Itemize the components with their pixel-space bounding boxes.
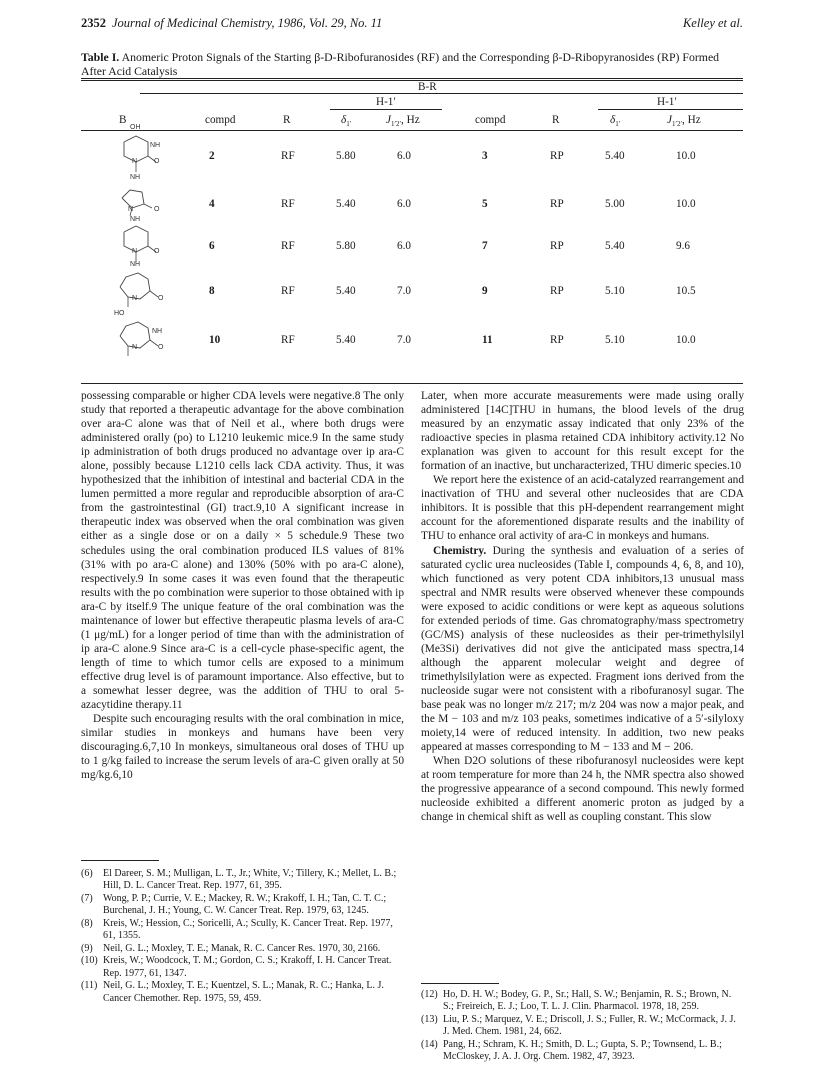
structure-o-label: O: [154, 158, 160, 165]
right-paragraph-2: We report here the existence of an acid-catalyzed rearrangement and inactivation of THU and several other nucleosides that are CDA inhibitors. It is possible that this pH-dependent rearrangement might account for the aforementioned disparate results and the inability of THU to enhance oral activity of ara-C in monkeys and humans.: [421, 474, 744, 543]
reference-text: Pang, H.; Schram, K. H.; Smith, D. L.; Gupta, S. P.; Townsend, L. B.; McCloskey, J. A. J. Org. Chem. 1982, 47, 3923.: [443, 1038, 722, 1063]
structure-label: OH: [130, 124, 141, 131]
structure-nh-label: NH: [150, 142, 161, 149]
reference-item: [81, 955, 404, 979]
reference-number: (8): [81, 917, 93, 929]
left-text-column: [81, 389, 404, 782]
structure-o-label: O: [154, 248, 160, 255]
h1-rule-left: [330, 109, 442, 110]
table-cell-compd2: 9: [482, 285, 488, 297]
reference-number: (13): [421, 1013, 438, 1025]
j-symbol-2: J: [667, 114, 672, 126]
table-cell-d2: 5.00: [605, 198, 625, 210]
delta-symbol: δ: [341, 114, 347, 126]
j-symbol: J: [386, 114, 391, 126]
table-cell-r1: RF: [281, 285, 295, 297]
table-cell-j2: 9.6: [676, 240, 690, 252]
page-number: 2352: [81, 16, 106, 30]
structure-o-label: O: [158, 295, 164, 302]
table-cell-compd2: 7: [482, 240, 488, 252]
structure-label: HO: [114, 310, 125, 317]
j-subscript: 1′2′: [390, 120, 402, 129]
structure-svg: [108, 314, 172, 364]
structure-o-label: O: [158, 344, 164, 351]
h1-header-left: H-1′: [376, 96, 396, 108]
reference-item: [421, 1039, 744, 1063]
table-cell-j1: 6.0: [397, 240, 411, 252]
col-header-r: R: [283, 114, 291, 126]
references-right: [421, 989, 744, 1064]
header-left: [81, 16, 382, 31]
reference-item: [421, 989, 744, 1013]
reference-item: [81, 918, 404, 942]
reference-number: (9): [81, 942, 93, 954]
table-cell-d1: 5.40: [336, 285, 356, 297]
table-label: Table I.: [81, 50, 120, 64]
structure-label: NH: [130, 261, 141, 268]
header-authors: Kelley et al.: [682, 16, 743, 30]
chemistry-text: During the synthesis and evaluation of a series of saturated cyclic urea nucleosides (Table I, compounds 4, 6, 8, and 10), which functioned as very potent CDA inhibitors,13 unusual mass spectral and NMR results were observed whenever these compounds were exposed to acidic conditions or were kept as aqueous solutions for extended periods of time. Gas chromatography/mass spectrometry (GC/MS) analysis of these nucleosides as their per-trimethylsilyl (Me3Si) derivatives did not give the anticipated mass spectra,14 although the apparent molecular weight and degree of trimethylsilylation were as expected. Fragment ions derived from the nucleoside sugar were not consistent with a ribofuranosyl sugar. The base peak was no longer m/z 217; m/z 204 was now a major peak, and the M − 103 and m/z 103 peaks, sometimes indicative of a 5′-silyloxy moiety,14 were of reduced intensity. In addition, two new peaks appeared at masses corresponding to M − 133 and M − 206.: [421, 544, 744, 754]
structure-n-label: N: [132, 295, 138, 302]
table-cell-compd1: 8: [209, 285, 215, 297]
structure-n-label: N: [132, 158, 138, 165]
delta-subscript: 1′: [346, 120, 352, 129]
table-cell-r1: RF: [281, 334, 295, 346]
col-header-r-2: R: [552, 114, 560, 126]
table-top-rule: [81, 78, 743, 79]
reference-number: (11): [81, 980, 98, 992]
structure-svg: [108, 130, 168, 178]
reference-item: [81, 943, 404, 955]
table-cell-j1: 6.0: [397, 150, 411, 162]
table-caption-text: Anomeric Proton Signals of the Starting β-D-Ribofuranosides (RF) and the Corresponding β-D-Ribopyranosides (RP) Formed After Acid Catalysis: [81, 50, 720, 78]
table-cell-compd2: 3: [482, 150, 488, 162]
base-structure: [108, 310, 172, 369]
table-cell-d2: 5.10: [605, 285, 625, 297]
table-cell-j2: 10.5: [676, 285, 696, 297]
structure-n-label: N: [128, 206, 134, 213]
table-cell-j1: 7.0: [397, 334, 411, 346]
table-cell-d1: 5.40: [336, 334, 356, 346]
structure-label: NH: [130, 174, 141, 181]
table-cell-j2: 10.0: [676, 150, 696, 162]
table-cell-d2: 5.40: [605, 240, 625, 252]
table-caption: [81, 50, 743, 78]
col-header-j: [386, 114, 420, 128]
table-cell-r2: RP: [550, 150, 564, 162]
table-top-rule-2: [81, 80, 743, 81]
left-paragraph-1: possessing comparable or higher CDA levels were negative.8 The only study that reported a therapeutic advantage for the above combination over ara-C alone was that of Neil et al., where both drugs were administered orally (po) to L1210 leukemic mice.9 In the same study ip administration of both drugs produced no advantage over ip ara-C alone, possibly because L1210 cells lack CDA activity. Thus, it was hypothesized that the inhibition of intestinal and bacterial CDA in the lumen permitted a more regular and reproducible absorption of ara-C from the gastrointestinal (GI) tract.9,10 A significant increase in therapeutic index was observed when the oral combination was given either as a single dose or on a daily × 5 schedule.9 These two schedules using the oral combination produced ILS values of 81% (31% with po ara-C alone) and 130% (50% with po ara-C alone), respectively.9 In some cases it was even found that the therapeutic results with the po combination were superior to those obtained with ip ara-C by itself.9 The unique feature of the oral combination was the maintenance of lower but effective therapeutic plasma levels of ara-C (1 μg/mL) for a longer period of time than with the administration of ip ara-C alone.9 Since ara-C is a cell-cycle phase-specific agent, the length of time to which tumor cells are exposed to a minimum effective drug level is of paramount importance. Also effective, but to a somewhat lesser degree, was the addition of THU to oral 5-azacytidine therapy.11: [81, 390, 404, 712]
reference-number: (12): [421, 989, 438, 1000]
table-cell-r2: RP: [550, 198, 564, 210]
j-unit: , Hz: [401, 114, 420, 126]
structure-n-label: N: [132, 248, 138, 255]
journal-citation: Journal of Medicinal Chemistry, 1986, Vol. 29, No. 11: [112, 16, 383, 30]
reference-item: [421, 1014, 744, 1038]
group-rule: [140, 93, 743, 94]
col-header-delta: [341, 114, 351, 128]
reference-text: Liu, P. S.; Marquez, V. E.; Driscoll, J. S.; Fuller, R. W.; McCormack, J. J. J. Med. Chem. 1981, 24, 662.: [443, 1013, 736, 1038]
table-cell-r1: RF: [281, 150, 295, 162]
reference-item: [81, 868, 404, 892]
h1-header-right: H-1′: [657, 96, 677, 108]
chemistry-heading: Chemistry.: [433, 544, 487, 557]
right-paragraph-3: [421, 544, 744, 755]
reference-number: (14): [421, 1038, 438, 1050]
reference-item: [81, 893, 404, 917]
table-cell-compd2: 5: [482, 198, 488, 210]
references-rule-left: [81, 860, 159, 861]
table-cell-j1: 6.0: [397, 198, 411, 210]
reference-text: El Dareer, S. M.; Mulligan, L. T., Jr.; White, V.; Tillery, K.; Mellet, L. B.; Hill, D. L. Cancer Treat. Rep. 1977, 61, 395.: [103, 868, 397, 892]
reference-text: Kreis, W.; Hession, C.; Soricelli, A.; Scully, K. Cancer Treat. Rep. 1977, 61, 1355.: [103, 917, 393, 942]
table-cell-r1: RF: [281, 240, 295, 252]
col-header-compd-2: compd: [475, 114, 506, 126]
structure-label: NH: [130, 216, 141, 223]
delta-subscript-2: 1′: [615, 120, 621, 129]
table-cell-d2: 5.40: [605, 150, 625, 162]
table-cell-compd2: 11: [482, 334, 493, 346]
reference-text: Wong, P. P.; Currie, V. E.; Mackey, R. W.; Krakoff, I. H.; Tan, C. T. C.; Burchenal, J. H.; Young, C. W. Cancer Treat. Rep. 1979, 63, 1245.: [103, 892, 387, 917]
references-left: [81, 868, 404, 1005]
col-header-b: B: [119, 114, 127, 126]
table-cell-d2: 5.10: [605, 334, 625, 346]
table-cell-r2: RP: [550, 240, 564, 252]
j-subscript-2: 1′2′: [671, 120, 683, 129]
delta-symbol-2: δ: [610, 114, 616, 126]
table-cell-r2: RP: [550, 285, 564, 297]
col-header-j-2: [667, 114, 701, 128]
references-rule-right: [421, 983, 499, 984]
reference-number: (6): [81, 868, 93, 879]
table-cell-j2: 10.0: [676, 198, 696, 210]
table-head-rule: [81, 130, 743, 131]
h1-rule-right: [598, 109, 743, 110]
col-header-delta-2: [610, 114, 620, 128]
right-text-column: [421, 389, 744, 824]
reference-number: (7): [81, 892, 93, 904]
right-paragraph-1: Later, when more accurate measurements were made using orally administered [14C]THU in humans, the blood levels of the drug measured by an enzymatic assay indicated that only 23% of the radioactive species in plasma retained CDA inhibitory activity.12 No explanation was given to account for this result except for the formation of an inactive, but uncharacterized, THU dimeric species.10: [421, 390, 744, 473]
structure-n-label: N: [132, 344, 138, 351]
structure-nh-label: NH: [152, 328, 163, 335]
reference-text: Neil, G. L.; Moxley, T. E.; Manak, R. C. Cancer Res. 1970, 30, 2166.: [103, 942, 381, 954]
table-bottom-rule: [81, 383, 743, 384]
table-cell-j1: 7.0: [397, 285, 411, 297]
table-cell-r2: RP: [550, 334, 564, 346]
table-cell-d1: 5.80: [336, 240, 356, 252]
col-header-compd: compd: [205, 114, 236, 126]
structure-o-label: O: [154, 206, 160, 213]
reference-text: Kreis, W.; Woodcock, T. M.; Gordon, C. S.; Krakoff, I. H. Cancer Treat. Rep. 1977, 61, 1347.: [103, 955, 392, 979]
table-cell-compd1: 10: [209, 334, 221, 346]
table-cell-compd1: 6: [209, 240, 215, 252]
structure-svg: [108, 265, 172, 315]
table-cell-r1: RF: [281, 198, 295, 210]
reference-text: Ho, D. H. W.; Bodey, G. P., Sr.; Hall, S. W.; Benjamin, R. S.; Brown, N. S.; Freireich, E. J.; Loo, T. L. J. Clin. Pharmacol. 1978, 18, 259.: [443, 989, 732, 1013]
table-cell-compd1: 4: [209, 198, 215, 210]
table-cell-d1: 5.40: [336, 198, 356, 210]
table-cell-d1: 5.80: [336, 150, 356, 162]
group-header: B-R: [418, 81, 437, 93]
reference-text: Neil, G. L.; Moxley, T. E.; Kuentzel, S. L.; Manak, R. C.; Hanka, L. J. Cancer Chemother. Rep. 1975, 59, 459.: [103, 980, 384, 1004]
reference-item: [81, 980, 404, 1004]
table-cell-j2: 10.0: [676, 334, 696, 346]
table-cell-compd1: 2: [209, 150, 215, 162]
j-unit-2: , Hz: [682, 114, 701, 126]
right-paragraph-4: When D2O solutions of these ribofuranosyl nucleosides were kept at room temperature for more than 24 h, the NMR spectra also showed the progressive appearance of a second compound. This newly formed nucleoside exhibited a different anomeric proton as judged by a change in chemical shift as well as coupling constant. This slow: [421, 755, 744, 824]
reference-number: (10): [81, 955, 98, 967]
left-paragraph-2: Despite such encouraging results with the oral combination in mice, similar studies in monkeys and humans have been very discouraging.6,7,10 In monkeys, simultaneous oral doses of THU up to 1 g/kg failed to increase the serum levels of ara-C given orally at 50 mg/kg.6,10: [81, 713, 404, 782]
